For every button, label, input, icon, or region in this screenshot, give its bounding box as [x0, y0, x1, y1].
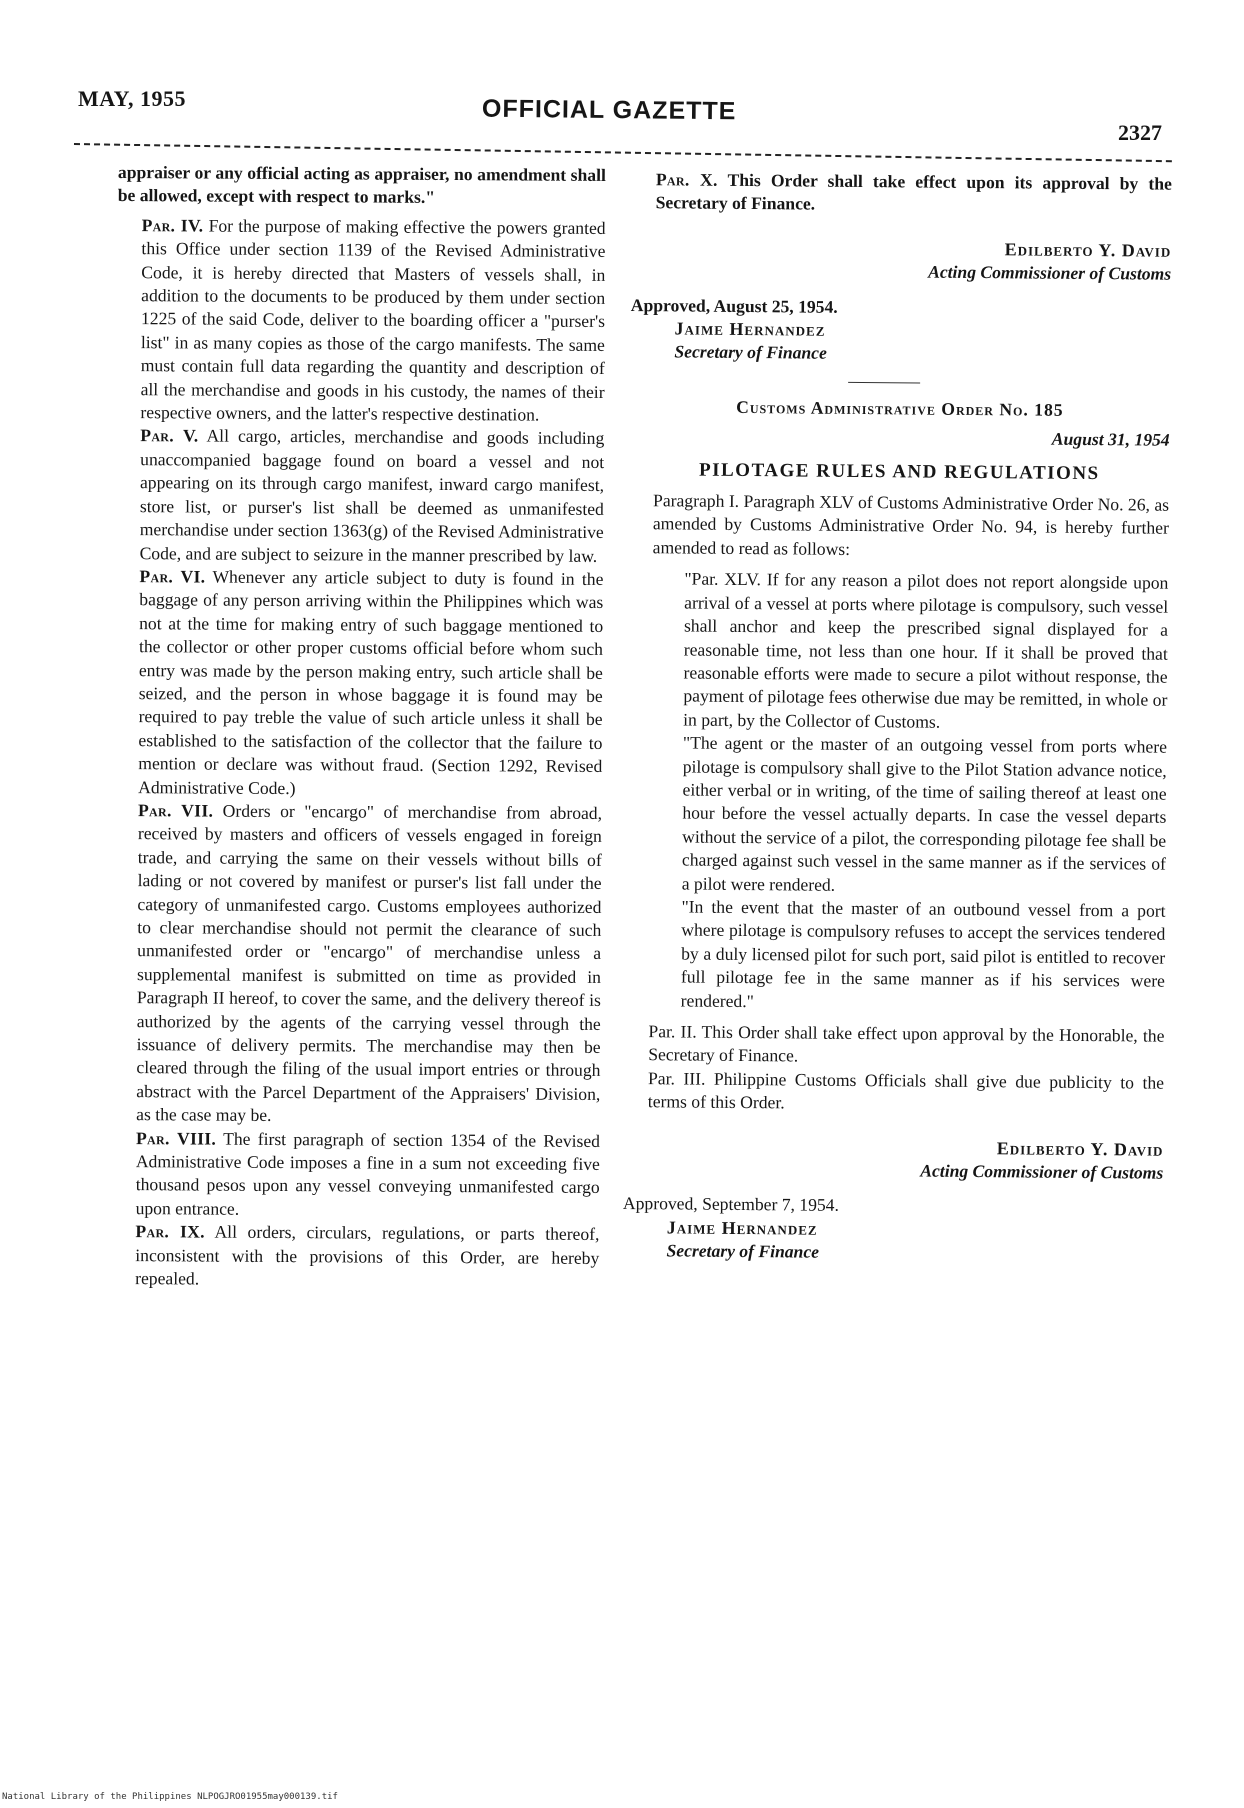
- order-heading: Customs Administrative Order No. 185: [736, 396, 1064, 420]
- approval-date: Approved, August 25, 1954.: [630, 294, 838, 317]
- paragraph-x-label: Par. X.: [655, 169, 718, 190]
- approver-title: Secretary of Finance: [666, 1240, 820, 1262]
- paragraph-vii-text: Orders or "encargo" of merchandise from abroad, received by masters and officers of vessels engaged in foreign trade, and carrying the same on their vessels without bills of lading or not covered by manifest or purser's list fall under the category of unmanifested cargo. Customs employees authorized to clear merchandise should not permit the clearance of such unmanifested order or "encargo" of merchandise unless a supplemental manifest is submitted on time as provided in Paragraph II hereof, to cover the same, and the delivery thereof is authorized by the agents of the carrying vessel through the issuance of delivery permits. The merchandise may then be cleared through the filing of the usual import entries or through abstract with the Parcel Department of the Appraisers' Division, as the case may be.: [136, 800, 603, 1126]
- order-title: PILOTAGE RULES AND REGULATIONS: [698, 459, 1100, 484]
- paragraph-vi-text: Whenever any article subject to duty is found in the baggage of any person arriving within the Philippines which was not at the time for making entry of such baggage mentioned to the collector or other proper customs official before whom such entry was made by the person making entry, such article shall be seized, and the person in whose baggage it is found may be required to pay treble the value of such article unless it shall be established to the satisfaction of the collector that the failure to mention or declare was without fraud. (Section 1292, Revised Administrative Code.): [138, 566, 604, 798]
- paragraph-ix-text: All orders, circulars, regulations, or parts thereof, inconsistent with the provisions of this Order, are hereby repealed.: [135, 1221, 600, 1289]
- amended-text-quote: [657, 568, 1169, 1017]
- paragraph-vi-label: Par. VI.: [139, 566, 206, 587]
- paragraph-viii-label: Par. VIII.: [135, 1127, 217, 1149]
- paragraph-ix-label: Par. IX.: [135, 1221, 205, 1242]
- paragraph-vii-label: Par. VII.: [137, 800, 214, 821]
- approver-name: Jaime Hernandez: [666, 1217, 818, 1239]
- approver-block-1: [630, 317, 1170, 369]
- approver-title: Secretary of Finance: [674, 341, 827, 364]
- publication-title: OFFICIAL GAZETTE: [481, 94, 737, 126]
- scan-source-note: National Library of the Philippines NLPOGJRO01955may000139.tif: [2, 1792, 338, 1802]
- quote-paragraph-1: "Par. XLV. If for any reason a pilot does not report alongside upon arrival of a vessel at ports where pilotage is compulsory, such vessel shall anchor and keep the prescribed signal displayed for a reasonable time, not less than one hour. If it shall be proved that reasonable efforts were made to secure a pilot without response, the payment of pilotage fees otherwise due may be remitted, in whole or in part, by the Collector of Customs.: [683, 568, 1169, 732]
- paragraph-v: [116, 424, 605, 567]
- paragraph-v-label: Par. V.: [140, 425, 199, 446]
- left-column: [111, 161, 606, 1293]
- paragraph-x-text: This Order shall take effect upon its approval by the Secretary of Finance.: [655, 169, 1172, 215]
- signature-block-2: [623, 1134, 1163, 1186]
- signatory-name: Edilberto Y. David: [996, 1137, 1164, 1160]
- paragraph-iv: [116, 214, 605, 428]
- paragraph-vi: [114, 565, 603, 802]
- signatory-title: Acting Commissioner of Customs: [928, 261, 1172, 284]
- paragraph-ii: Par. II. This Order shall take effect upon approval by the Honorable, the Secretary of Finance.: [648, 1021, 1165, 1066]
- approver-block-2: [622, 1216, 1162, 1268]
- section-divider: [848, 382, 920, 384]
- right-column: [622, 168, 1172, 1267]
- signature-block-1: [631, 235, 1171, 287]
- header-rule: [74, 143, 1172, 162]
- signatory-name: Edilberto Y. David: [1004, 239, 1172, 261]
- paragraph-v-text: All cargo, articles, merchandise and goods including unaccompanied baggage found on board a vessel and not appearing on its through cargo manifest, inward cargo manifest, store list, or purser's list shall be deemed as unmanifested merchandise under section 1363(g) of the Revised Administrative Code, and are subject to seizure in the manner prescribed by law.: [139, 426, 605, 566]
- page-header: [0, 0, 1244, 160]
- paragraph-viii-text: The first paragraph of section 1354 of the Revised Administrative Code imposes a fine in a sum not exceeding five thousand pesos upon any vessel conveying unmanifested cargo upon entrance.: [135, 1128, 601, 1219]
- continued-text: appraiser or any official acting as appraiser, no amendment shall be allowed, except with respect to marks.": [117, 161, 606, 208]
- paragraph-iii: Par. III. Philippine Customs Officials shall give due publicity to the terms of this Order.: [647, 1067, 1165, 1113]
- quote-paragraph-3: "In the event that the master of an outbound vessel from a port where pilotage is compulsory refuses to accept the services tendered by a duly licensed pilot for such port, said pilot is entitled to recover full pilotage fee in the same manner as if his services were rendered.": [680, 896, 1166, 1011]
- paragraph-iv-label: Par. IV.: [141, 214, 204, 236]
- paragraph-i: Paragraph I. Paragraph XLV of Customs Administrative Order No. 26, as amended by Customs Administrative Order No. 94, is hereby further amended to read as follows:: [652, 490, 1170, 559]
- paragraph-x: [632, 168, 1172, 220]
- approver-name: Jaime Hernandez: [674, 318, 826, 340]
- approval-date: Approved, September 7, 1954.: [622, 1193, 840, 1216]
- quote-paragraph-2: "The agent or the master of an outgoing vessel from ports where pilotage is compulsory shall give to the Pilot Station advance notice, either verbal or in writing, of the time of sailing thereof at least one hour before the vessel actually departs. In case the vessel departs without the service of a pilot, the corresponding pilotage fee shall be charged against such vessel in the same manner as if the services of a pilot were rendered.: [681, 732, 1168, 895]
- signatory-title: Acting Commissioner of Customs: [920, 1160, 1164, 1183]
- paragraph-viii: [112, 1127, 601, 1224]
- paragraph-ix: [111, 1220, 599, 1293]
- paragraph-vii: [112, 799, 602, 1130]
- order-date: August 31, 1954: [1051, 428, 1170, 450]
- issue-date: MAY, 1955: [78, 86, 187, 111]
- paragraph-iv-text: For the purpose of making effective the powers granted this Office under section 1139 of the Revised Administrative Code, it is hereby directed that Masters of vessels shall, in addition to the documents to be produced by them under section 1225 of the said Code, deliver to the boarding officer a "purser's list" in as many copies as those of the cargo manifests. The same must contain full data regarding the quantity and description of all the merchandise and goods in his custody, the names of their respective owners, and the latter's respective destination.: [140, 215, 606, 425]
- page-number: 2327: [1118, 120, 1162, 145]
